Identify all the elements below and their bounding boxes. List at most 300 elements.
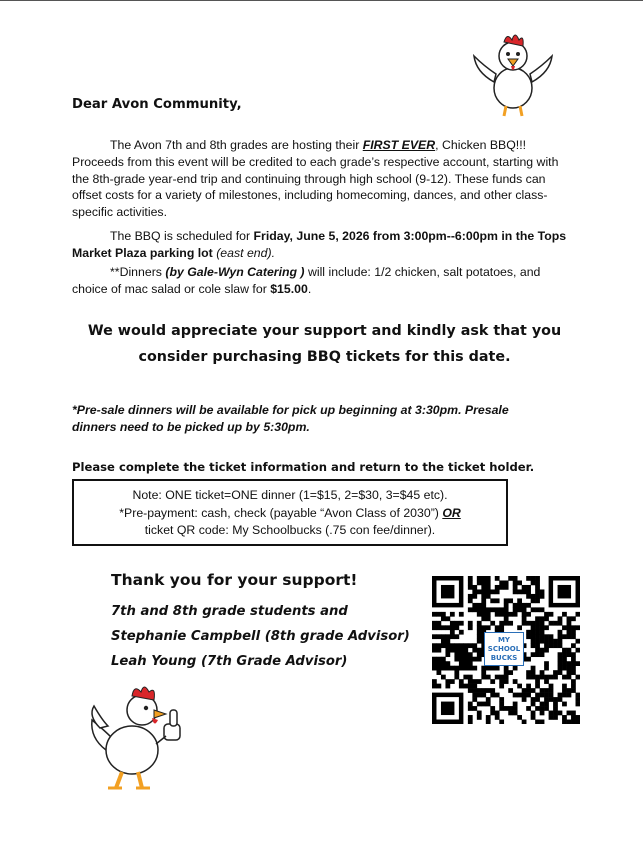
qr-module (468, 706, 473, 711)
qr-module (472, 697, 477, 702)
qr-module (531, 634, 536, 639)
qr-module (445, 666, 450, 671)
qr-module (472, 693, 477, 698)
qr-module (477, 612, 482, 617)
qr-module (540, 625, 545, 630)
qr-module (531, 621, 536, 626)
qr-module (477, 652, 482, 657)
qr-module (508, 706, 513, 711)
qr-module (436, 634, 441, 639)
qr-module (504, 621, 509, 626)
qr-module (463, 643, 468, 648)
qr-module (544, 661, 549, 666)
qr-module (558, 657, 563, 662)
qr-module (495, 612, 500, 617)
ticket-instruction: Please complete the ticket information and return to the ticket holder. (72, 460, 535, 474)
qr-module (553, 643, 558, 648)
qr-module (477, 621, 482, 626)
qr-module (468, 702, 473, 707)
qr-module (553, 706, 558, 711)
qr-module (490, 679, 495, 684)
qr-module (567, 634, 572, 639)
qr-module (468, 715, 473, 720)
dinner-end: . (307, 281, 312, 296)
qr-module (558, 666, 563, 671)
qr-module (544, 639, 549, 644)
qr-module (531, 625, 536, 630)
myschoolbucks-logo (484, 632, 524, 666)
qr-module (459, 661, 464, 666)
qr-module (504, 580, 509, 585)
qr-module (477, 715, 482, 720)
qr-module (526, 693, 531, 698)
qr-module (441, 616, 446, 621)
intro-text-after: , Chicken BBQ!!! Proceeds from this event will be credited to each grade’s respective account, starting with the 8th-grade year-end trip and continuing through high school (9-12). These funds can offset costs for a variety of milestones, including homecoming, dances, and other class-specific activities. (72, 138, 559, 220)
qr-module (535, 580, 540, 585)
qr-module (504, 706, 509, 711)
qr-module (562, 634, 567, 639)
qr-module (432, 684, 437, 689)
qr-module (522, 688, 527, 693)
support-appeal (72, 318, 577, 370)
qr-module (549, 684, 554, 689)
qr-module (454, 670, 459, 675)
qr-module (576, 675, 580, 680)
qr-module (535, 720, 540, 724)
qr-module (441, 612, 446, 617)
qr-module (490, 711, 495, 716)
qr-module (562, 675, 567, 680)
qr-module (549, 688, 554, 693)
qr-module (544, 697, 549, 702)
qr-module (571, 720, 576, 724)
qr-module (495, 666, 500, 671)
qr-module (468, 652, 473, 657)
qr-module (562, 648, 567, 653)
schedule-date-location: Friday, June 5, 2026 from 3:00pm--6:00pm in the Tops Market Plaza parking lot (72, 229, 567, 260)
qr-module (445, 652, 450, 657)
qr-module (441, 585, 454, 598)
qr-module (540, 711, 545, 716)
qr-module (553, 639, 558, 644)
qr-module (441, 661, 446, 666)
qr-module (558, 670, 563, 675)
qr-module (468, 621, 473, 626)
qr-module (436, 661, 441, 666)
qr-module (481, 580, 486, 585)
presale-note (72, 402, 577, 436)
qr-module (454, 648, 459, 653)
qr-module (540, 675, 545, 680)
qr-module (477, 702, 482, 707)
schoolbucks-qr-code[interactable] (432, 576, 580, 724)
qr-module (468, 580, 473, 585)
qr-module (535, 598, 540, 603)
qr-module (468, 679, 473, 684)
qr-module (562, 625, 567, 630)
qr-module (531, 607, 536, 612)
qr-module (558, 711, 563, 716)
qr-module (576, 639, 580, 644)
dinner-prefix: **Dinners (110, 265, 166, 279)
qr-module (567, 648, 572, 653)
qr-module (558, 634, 563, 639)
qr-module (504, 598, 509, 603)
qr-module (472, 706, 477, 711)
qr-module (540, 594, 545, 599)
qr-module (544, 666, 549, 671)
qr-module (459, 652, 464, 657)
qr-module (531, 643, 536, 648)
qr-module (445, 679, 450, 684)
qr-module (454, 652, 459, 657)
qr-module (499, 706, 504, 711)
qr-module (522, 693, 527, 698)
qr-module (504, 666, 509, 671)
qr-module (459, 621, 464, 626)
qr-module (558, 661, 563, 666)
qr-module (499, 684, 504, 689)
qr-module (540, 688, 545, 693)
qr-module (562, 684, 567, 689)
qr-module (549, 693, 554, 698)
qr-module (576, 720, 580, 724)
qr-module (517, 580, 522, 585)
qr-module (531, 688, 536, 693)
qr-module (490, 598, 495, 603)
qr-module (531, 594, 536, 599)
qr-module (535, 621, 540, 626)
qr-module (499, 675, 504, 680)
qr-module (558, 616, 563, 621)
qr-module (535, 648, 540, 653)
qr-module (459, 648, 464, 653)
qr-module (567, 693, 572, 698)
qr-module (558, 639, 563, 644)
qr-module (445, 661, 450, 666)
qr-module (436, 621, 441, 626)
qr-module (445, 625, 450, 630)
qr-module (436, 643, 441, 648)
qr-module (477, 634, 482, 639)
qr-module (535, 630, 540, 635)
appeal-line-2: consider purchasing BBQ tickets for this date. (138, 349, 511, 365)
qr-module (535, 706, 540, 711)
qr-module (450, 666, 455, 671)
qr-module (567, 630, 572, 635)
qr-module (517, 598, 522, 603)
qr-module (486, 607, 491, 612)
qr-module (540, 621, 545, 626)
qr-module (544, 693, 549, 698)
qr-module (436, 684, 441, 689)
qr-module (490, 666, 495, 671)
qr-module (486, 666, 491, 671)
qr-module (441, 675, 446, 680)
qr-module (445, 643, 450, 648)
qr-module (445, 648, 450, 653)
qr-module (459, 643, 464, 648)
qr-module (441, 666, 446, 671)
qr-module (454, 621, 459, 626)
qr-module (576, 697, 580, 702)
qr-module (481, 670, 486, 675)
qr-module (558, 652, 563, 657)
qr-module (540, 616, 545, 621)
qr-module (490, 589, 495, 594)
qr-module (549, 711, 554, 716)
qr-module (508, 576, 513, 581)
qr-module (526, 634, 531, 639)
ticket-info-box (72, 479, 508, 546)
qr-module (544, 648, 549, 653)
qr-module (513, 589, 518, 594)
qr-module (531, 702, 536, 707)
qr-module (526, 670, 531, 675)
qr-module (463, 648, 468, 653)
qr-module (531, 666, 536, 671)
qr-module (477, 679, 482, 684)
qr-module (450, 648, 455, 653)
qr-module (481, 616, 486, 621)
qr-module (459, 684, 464, 689)
qr-module (540, 720, 545, 724)
qr-module (522, 720, 527, 724)
qr-module (495, 589, 500, 594)
qr-module (477, 589, 482, 594)
qr-module (517, 589, 522, 594)
qr-module (513, 702, 518, 707)
qr-module (571, 661, 576, 666)
presale-line-1: *Pre-sale dinners will be available for pick up beginning at 3:30pm. Presale (72, 403, 509, 417)
qr-module (495, 598, 500, 603)
payment-methods: *Pre-payment: cash, check (payable “Avon Class of 2030”) (119, 505, 443, 520)
dinner-price: $15.00 (270, 281, 308, 296)
qr-module (526, 675, 531, 680)
qr-module (549, 715, 554, 720)
qr-module (486, 675, 491, 680)
qr-module (513, 666, 518, 671)
qr-module (499, 702, 504, 707)
logo-word-my: MY (497, 636, 511, 644)
qr-module (535, 684, 540, 689)
ticket-note-line-2 (74, 505, 506, 523)
qr-module (526, 688, 531, 693)
qr-module (504, 607, 509, 612)
qr-module (481, 576, 486, 581)
signoff-block (111, 599, 410, 674)
qr-module (567, 666, 572, 671)
qr-module (495, 625, 500, 630)
qr-module (495, 585, 500, 590)
logo-word-school: SCHOOL (487, 645, 521, 653)
qr-module (450, 621, 455, 626)
qr-module (436, 648, 441, 653)
qr-module (499, 697, 504, 702)
qr-module (544, 706, 549, 711)
qr-module (481, 603, 486, 608)
qr-module (558, 643, 563, 648)
qr-module (535, 675, 540, 680)
first-ever-emphasis: FIRST EVER (362, 138, 436, 152)
qr-module (544, 612, 549, 617)
qr-module (463, 657, 468, 662)
qr-module (504, 612, 509, 617)
dinner-paragraph (72, 264, 577, 298)
qr-module (522, 603, 527, 608)
qr-module (445, 616, 450, 621)
qr-module (531, 675, 536, 680)
qr-module (481, 702, 486, 707)
qr-module (477, 648, 482, 653)
qr-module (468, 625, 473, 630)
schedule-text-before: The BBQ is scheduled for (110, 229, 254, 243)
signoff-line-1: 7th and 8th grade students and (111, 604, 348, 619)
qr-module (495, 715, 500, 720)
qr-module (472, 666, 477, 671)
qr-module (472, 643, 477, 648)
qr-module (490, 706, 495, 711)
qr-module (490, 607, 495, 612)
qr-module (549, 643, 554, 648)
qr-module (535, 607, 540, 612)
qr-module (522, 612, 527, 617)
qr-module (553, 715, 558, 720)
qr-module (540, 652, 545, 657)
qr-module (468, 688, 473, 693)
qr-module (508, 621, 513, 626)
qr-module (486, 576, 491, 581)
qr-module (441, 634, 446, 639)
qr-module (567, 652, 572, 657)
qr-module (562, 666, 567, 671)
signoff-line-2: Stephanie Campbell (8th grade Advisor) (111, 629, 410, 644)
qr-module (517, 693, 522, 698)
qr-module (508, 711, 513, 716)
qr-module (562, 702, 567, 707)
qr-module (522, 616, 527, 621)
qr-module (549, 697, 554, 702)
qr-module (558, 697, 563, 702)
qr-module (481, 675, 486, 680)
qr-module (459, 612, 464, 617)
qr-module (517, 607, 522, 612)
qr-module (508, 688, 513, 693)
qr-module (459, 666, 464, 671)
qr-module (553, 621, 558, 626)
intro-paragraph (72, 137, 577, 221)
qr-module (531, 576, 536, 581)
qr-module (477, 576, 482, 581)
qr-module (571, 630, 576, 635)
qr-module (432, 648, 437, 653)
qr-module (513, 693, 518, 698)
qr-module (468, 657, 473, 662)
qr-module (540, 706, 545, 711)
qr-module (540, 630, 545, 635)
qr-module (472, 679, 477, 684)
qr-module (477, 630, 482, 635)
qr-module (531, 598, 536, 603)
qr-module (513, 679, 518, 684)
qr-module (495, 576, 500, 581)
qr-module (526, 576, 531, 581)
qr-module (477, 625, 482, 630)
qr-module (571, 679, 576, 684)
qr-module (526, 594, 531, 599)
qr-module (553, 670, 558, 675)
qr-module (571, 643, 576, 648)
qr-module (571, 652, 576, 657)
qr-module (567, 720, 572, 724)
qr-module (531, 652, 536, 657)
qr-module (553, 697, 558, 702)
qr-module (472, 688, 477, 693)
qr-module (441, 625, 446, 630)
qr-module (535, 639, 540, 644)
qr-module (535, 576, 540, 581)
qr-module (571, 684, 576, 689)
qr-module (490, 621, 495, 626)
qr-module (553, 702, 558, 707)
qr-module (508, 670, 513, 675)
qr-module (486, 589, 491, 594)
qr-module (486, 585, 491, 590)
chicken-waving-icon (470, 22, 556, 118)
qr-module (531, 670, 536, 675)
qr-module (549, 639, 554, 644)
qr-module (486, 702, 491, 707)
qr-module (526, 657, 531, 662)
qr-module (540, 693, 545, 698)
qr-module (472, 589, 477, 594)
qr-module (468, 643, 473, 648)
qr-module (441, 702, 454, 715)
qr-module (558, 585, 571, 598)
qr-module (562, 720, 567, 724)
qr-module (468, 607, 473, 612)
qr-module (459, 657, 464, 662)
qr-module (468, 661, 473, 666)
qr-module (576, 648, 580, 653)
qr-module (513, 576, 518, 581)
qr-module (486, 625, 491, 630)
or-emphasis: OR (442, 505, 461, 520)
qr-module (526, 706, 531, 711)
qr-module (495, 711, 500, 716)
qr-module (562, 657, 567, 662)
qr-module (571, 688, 576, 693)
qr-module (567, 675, 572, 680)
qr-module (468, 576, 473, 581)
qr-module (513, 607, 518, 612)
qr-module (531, 580, 536, 585)
qr-module (549, 634, 554, 639)
qr-module (477, 639, 482, 644)
qr-module (540, 634, 545, 639)
qr-module (535, 589, 540, 594)
qr-module (562, 652, 567, 657)
qr-module (540, 589, 545, 594)
qr-module (481, 625, 486, 630)
qr-module (540, 607, 545, 612)
qr-module (481, 688, 486, 693)
qr-module (454, 657, 459, 662)
qr-module (450, 630, 455, 635)
thank-you-heading: Thank you for your support! (111, 571, 358, 589)
qr-module (526, 684, 531, 689)
qr-module (531, 639, 536, 644)
